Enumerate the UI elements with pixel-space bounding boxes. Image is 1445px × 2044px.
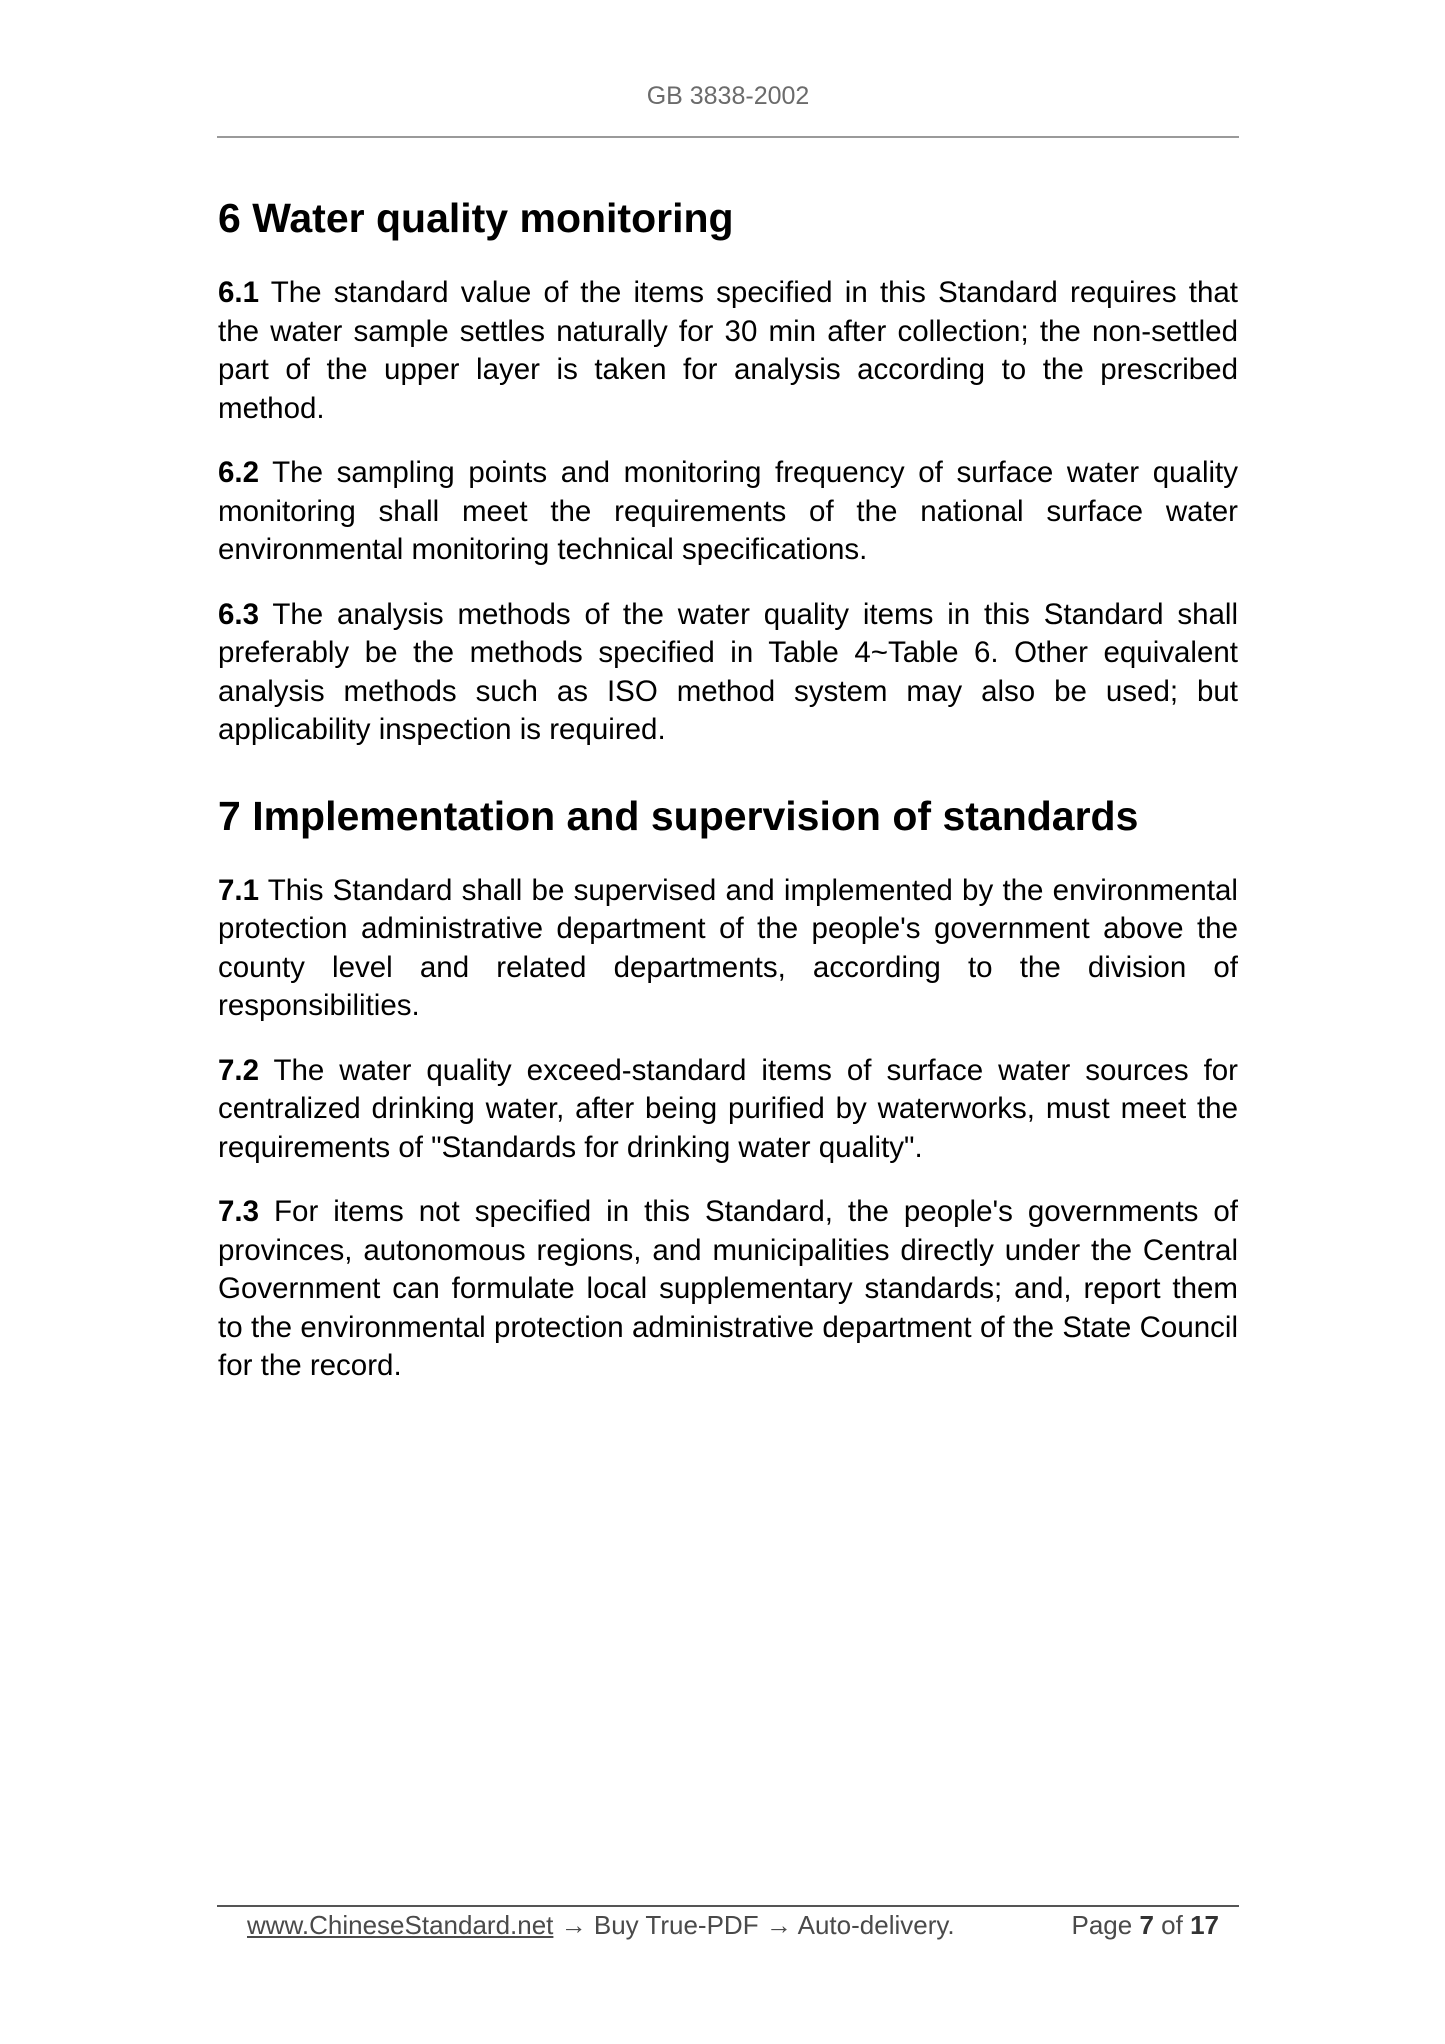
header-divider — [217, 136, 1239, 138]
website-link[interactable]: www.ChineseStandard.net — [247, 1910, 554, 1940]
buy-text: Buy True-PDF — [593, 1910, 759, 1940]
clause-text: The sampling points and monitoring frequency of surface water quality monitoring shall meet the requirements of the national surface water environmental monitoring technical specifications. — [218, 456, 1238, 566]
clause-text: For items not specified in this Standard, the people's governments of provinces, autonomous regions, and municipalities directly under the Central Government can formulate local supplementary standards; and, report them to the environmental protection administrative department of the State Council for the record. — [218, 1195, 1238, 1382]
section-title-7: 7 Implementation and supervision of standards — [218, 792, 1139, 839]
clause-number: 6.1 — [218, 276, 260, 309]
page-footer — [247, 1910, 1219, 1950]
page-total: 17 — [1190, 1910, 1219, 1940]
page-content — [218, 190, 1238, 1412]
clause-number: 6.3 — [218, 597, 260, 631]
section-title-6: 6 Water quality monitoring — [218, 195, 734, 241]
page-of: of — [1161, 1910, 1183, 1940]
clause-text: The water quality exceed-standard items of surface water sources for centralized drinking water, after being purified by waterworks, must meet the requirements of "Standards for drinking water quality". — [218, 1053, 1238, 1164]
clause-number: 7.2 — [218, 1053, 260, 1087]
page-current: 7 — [1139, 1910, 1154, 1940]
clause-number: 7.1 — [218, 873, 260, 907]
footer-divider — [217, 1905, 1239, 1907]
footer-promo — [247, 1910, 955, 1941]
delivery-text: Auto-delivery. — [797, 1910, 955, 1940]
running-header: GB 3838-2002 — [646, 82, 810, 110]
clause-number: 7.3 — [218, 1195, 260, 1228]
clause-text: The standard value of the items specified in this Standard requires that the water sample settles naturally for 30 min after collection; the non-settled part of the upper layer is taken for analysis according to the prescribed method. — [218, 276, 1238, 425]
arrow-right-icon: → — [560, 1910, 587, 1940]
clause-7-3 — [218, 1193, 1238, 1386]
clause-6-1 — [218, 274, 1238, 428]
clause-6-2 — [218, 454, 1238, 570]
clause-number: 6.2 — [218, 456, 260, 489]
clause-6-3 — [218, 596, 1238, 750]
page-label: Page — [1071, 1910, 1133, 1940]
arrow-right-icon: → — [765, 1910, 792, 1940]
clause-7-2 — [218, 1052, 1238, 1168]
section-7 — [218, 788, 1238, 1386]
clause-text: This Standard shall be supervised and implemented by the environmental protection administrative department of the people's government above the county level and related departments, according to the division of responsibilities. — [218, 873, 1238, 1022]
page-number — [1071, 1910, 1219, 1941]
clause-text: The analysis methods of the water quality items in this Standard shall preferably be the methods specified in Table 4~Table 6. Other equivalent analysis methods such as ISO method system may also be used; but applicability inspection is required. — [218, 597, 1239, 746]
section-6 — [218, 190, 1238, 750]
clause-7-1 — [218, 872, 1238, 1026]
